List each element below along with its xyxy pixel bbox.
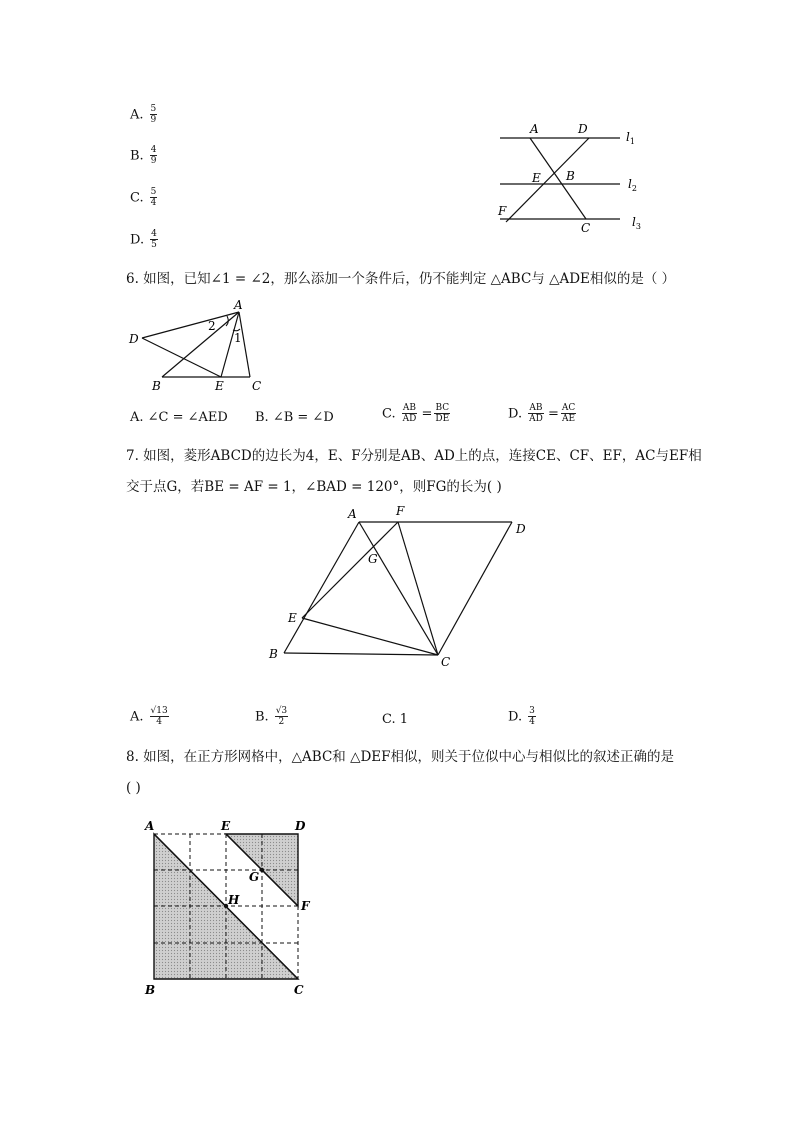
- label-B: B: [145, 983, 156, 997]
- label-B: B: [566, 169, 575, 183]
- label-C: C: [294, 983, 304, 997]
- seg-cf: [398, 522, 438, 655]
- label-F: F: [396, 504, 405, 518]
- seg-de: [142, 338, 221, 377]
- label-1: 1: [234, 331, 242, 345]
- q5-option-c[interactable]: [130, 187, 157, 209]
- label-A: A: [234, 298, 243, 312]
- label-F: F: [301, 899, 310, 913]
- label-E: E: [532, 171, 541, 185]
- q7-stem-line-1: 7. 如图，菱形ABCD的边长为4，E、F分别是AB、AD上的点，连接CE、CF、EF，AC与EF相: [126, 448, 702, 464]
- fraction: $\frac{5}{9}$: [150, 104, 157, 126]
- fraction: $\frac{AB}{AD}$: [529, 403, 543, 425]
- side-ab: [284, 522, 359, 653]
- label-E: E: [221, 819, 231, 833]
- label-G: G: [368, 552, 378, 566]
- q7-option-b[interactable]: B. $\frac{√3}{2}$: [255, 706, 288, 728]
- q6-option-c[interactable]: C. $\frac{AB}{AD}$ = $\frac{BC}{DE}$: [382, 403, 450, 425]
- q5-option-b[interactable]: [130, 145, 157, 167]
- q6-triangle-figure: [126, 298, 276, 394]
- q8-stem-line-1: 8. 如图，在正方形网格中，△ABC和 △DEF相似，则关于位似中心与相似比的叙述正确的是: [126, 749, 675, 765]
- q8-stem-line-2: ( ): [126, 780, 141, 796]
- q5-parallel-lines-figure: [488, 118, 648, 240]
- option-letter: A.: [130, 107, 144, 123]
- fraction: $\frac{4}{5}$: [151, 229, 157, 251]
- q5-option-d[interactable]: [130, 229, 158, 251]
- q8-grid-figure: [140, 814, 320, 1000]
- side-cd: [438, 522, 512, 655]
- point-G: [260, 868, 264, 872]
- label-D: D: [295, 819, 306, 833]
- label-G: G: [249, 870, 260, 884]
- label-C: C: [252, 379, 262, 393]
- fraction: $\frac{AB}{AD}$: [402, 403, 417, 425]
- fraction: $\frac{√3}{2}$: [275, 706, 288, 728]
- label-B: B: [152, 379, 161, 393]
- option-letter: B.: [130, 148, 144, 164]
- label-C: C: [581, 221, 591, 235]
- label-D: D: [578, 122, 588, 136]
- angle-arc-2: [226, 316, 228, 326]
- label-H: H: [228, 893, 240, 907]
- q5-option-a[interactable]: [130, 104, 157, 126]
- label-D: D: [129, 332, 139, 346]
- fraction: $\frac{√13}{4}$: [150, 706, 168, 728]
- line-df: [506, 138, 589, 222]
- label-2: 2: [208, 319, 216, 333]
- label-l1: $l_1$: [626, 130, 635, 146]
- fraction: $\frac{BC}{DE}$: [435, 403, 450, 425]
- seg-ef: [302, 522, 398, 618]
- q7-option-a[interactable]: A. $\frac{√13}{4}$: [130, 706, 168, 728]
- label-A: A: [145, 819, 155, 833]
- q6-option-b[interactable]: B. ∠B = ∠D: [255, 410, 334, 425]
- fraction: $\frac{AC}{AE}$: [561, 403, 576, 425]
- side-bc: [284, 653, 438, 655]
- option-letter: C.: [130, 190, 144, 206]
- q7-option-c[interactable]: C. 1: [382, 712, 409, 727]
- label-E: E: [215, 379, 224, 393]
- label-F: F: [498, 204, 507, 218]
- label-B: B: [269, 647, 278, 661]
- q7-option-d[interactable]: D. $\frac{3}{4}$: [508, 706, 535, 728]
- label-C: C: [441, 655, 451, 669]
- seg-ce: [302, 618, 438, 655]
- label-l2: $l_2$: [628, 177, 637, 193]
- label-l3: $l_3$: [632, 215, 641, 231]
- q6-option-d[interactable]: D. $\frac{AB}{AD}$ = $\frac{AC}{AE}$: [508, 403, 576, 425]
- label-D: D: [516, 522, 526, 536]
- fraction: $\frac{5}{4}$: [150, 187, 157, 209]
- label-A: A: [348, 507, 357, 521]
- diag-ac: [359, 522, 438, 655]
- fraction: $\frac{3}{4}$: [529, 706, 535, 728]
- q6-option-a[interactable]: A. ∠C = ∠AED: [130, 410, 228, 425]
- q6-stem: 6. 如图，已知∠1 = ∠2，那么添加一个条件后，仍不能判定 △ABC与 △ADE相似的是（ ）: [126, 271, 676, 287]
- q7-rhombus-figure: [262, 500, 534, 672]
- label-A: A: [530, 122, 539, 136]
- label-E: E: [288, 611, 297, 625]
- fraction: $\frac{4}{9}$: [150, 145, 157, 167]
- q7-stem-line-2: 交于点G，若BE = AF = 1，∠BAD = 120°，则FG的长为( ): [126, 479, 502, 495]
- option-letter: D.: [130, 232, 145, 248]
